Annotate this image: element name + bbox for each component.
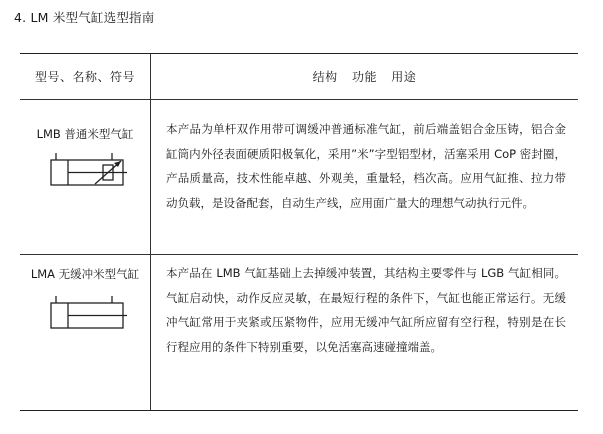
row-lma-description: 本产品在 LMB 气缸基础上去掉缓冲装置，其结构主要零件与 LGB 气缸相同。气缸启动快，动作反应灵敏，在最短行程的条件下，气缸也能正常运行。无缓冲气缸常用于夹紧或压紧物件，应用无缓冲气缸所应留有空行程，特别是在长行程应用的条件下特别重要，以免活塞高速碰撞端盖。 xyxy=(166,266,566,354)
row-lmb-description: 本产品为单杆双作用带可调缓冲普通标准气缸，前后端盖铝合金压铸，铝合金缸筒内外径表面硬质阳极氧化，采用”米”字型铝型材，活塞采用 CoP 密封圈，产品质量高，技术性能卓越、外观美，重量轻，档次高。应用气缸推、拉力带动负载，是设备配套，自动生产线，应用面广量大的理想气动执行元件。 xyxy=(166,122,566,210)
cylinder-no-cushion-symbol-icon xyxy=(48,293,128,337)
page-title: 4. LM 米型气缸选型指南 xyxy=(14,10,155,25)
column-divider xyxy=(150,54,151,410)
cylinder-adjustable-cushion-symbol-icon xyxy=(48,150,128,194)
header-type-name-symbol: 型号、名称、符号 xyxy=(34,70,135,84)
row-divider xyxy=(20,254,578,255)
header-divider xyxy=(20,99,578,100)
row-lma-name: LMA 无缓冲米型气缸 xyxy=(30,267,140,281)
header-structure-function-use: 结构 功能 用途 xyxy=(312,70,417,84)
row-lmb-name: LMB 普通米型气缸 xyxy=(36,127,134,141)
cylinder-selection-table xyxy=(20,53,578,411)
